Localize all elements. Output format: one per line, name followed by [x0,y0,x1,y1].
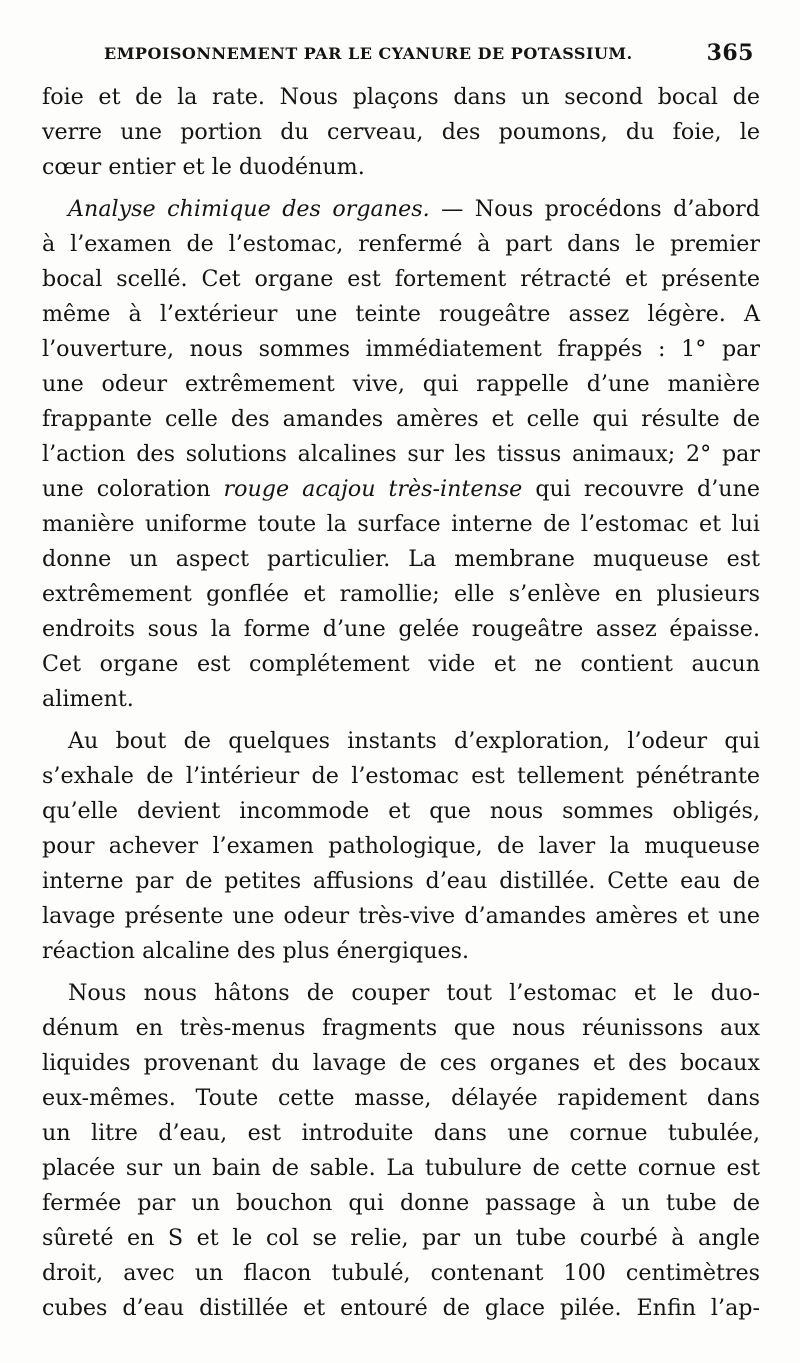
text-line: lavage présente une odeur très-vive d’amandes amères et une [42,903,760,929]
text-line: frappante celle des amandes amères et celle qui résulte de [42,406,760,432]
text-line: fermée par un bouchon qui donne passage à un tube de [42,1190,760,1216]
text-line: même à l’extérieur une teinte rougeâtre assez légère. A [42,301,760,327]
text-line: réaction alcaline des plus énergiques. [42,938,470,964]
paragraph-1 [42,80,760,185]
text-line: Au bout de quelques instants d’exploration, l’odeur qui [68,728,760,754]
text-line: Nous nous hâtons de couper tout l’estomac et le duo- [68,980,760,1006]
text-line: bocal scellé. Cet organe est fortement rétracté et présente [42,266,760,292]
text-line: aliment. [42,686,134,712]
text-line: cœur entier et le duodénum. [42,154,365,180]
text-run: — Nous procédons d’abord [429,196,760,222]
paragraph-4 [42,976,760,1326]
text-line: placée sur un bain de sable. La tubulure de cette cornue est [42,1155,760,1181]
text-line: sûreté en S et le col se relie, par un tube courbé à angle [42,1225,760,1251]
text-line: pour achever l’examen pathologique, de laver la muqueuse [42,833,760,859]
text-line: qu’elle devient incommode et que nous sommes obligés, [42,798,760,824]
text-line: eux-mêmes. Toute cette masse, délayée rapidement dans [42,1085,760,1111]
body-text [42,80,760,1326]
page-number: 365 [706,40,754,66]
paragraph-2 [42,192,760,717]
text-line: cubes d’eau distillée et entouré de glace pilée. Enfin l’ap- [42,1295,760,1321]
text-run: une coloration [42,476,224,502]
text-line: une odeur extrêmement vive, qui rappelle d’une manière [42,371,760,397]
text-run: qui recouvre d’une [522,476,760,502]
text-line: interne par de petites affusions d’eau distillée. Cette eau de [42,868,760,894]
text-line: liquides provenant du lavage de ces organes et des bocaux [42,1050,760,1076]
text-line: Cet organe est complétement vide et ne contient aucun [42,651,760,677]
text-line: donne un aspect particulier. La membrane muqueuse est [42,546,760,572]
italic-phrase: rouge acajou très-intense [223,476,523,502]
text-line: droit, avec un flacon tubulé, contenant 100 centimètres [42,1260,760,1286]
text-line: foie et de la rate. Nous plaçons dans un second bocal de [42,84,760,110]
running-head [104,40,754,70]
text-line: extrêmement gonflée et ramollie; elle s’enlève en plusieurs [42,581,760,607]
running-title: EMPOISONNEMENT PAR LE CYANURE DE POTASSIUM. [104,44,633,63]
text-line: s’exhale de l’intérieur de l’estomac est tellement pénétrante [42,763,760,789]
text-line: l’ouverture, nous sommes immédiatement frappés : 1° par [42,336,760,362]
text-line: un litre d’eau, est introduite dans une cornue tubulée, [42,1120,760,1146]
text-line: à l’examen de l’estomac, renfermé à part dans le premier [42,231,760,257]
text-line [42,192,760,227]
text-line: manière uniforme toute la surface interne de l’estomac et lui [42,511,760,537]
section-heading: Analyse chimique des organes. [68,196,430,222]
paragraph-3 [42,724,760,969]
text-line: dénum en très-menus fragments que nous réunissons aux [42,1015,760,1041]
text-line: l’action des solutions alcalines sur les tissus animaux; 2° par [42,441,760,467]
text-line [42,472,760,507]
text-line: verre une portion du cerveau, des poumons, du foie, le [42,119,760,145]
text-line: endroits sous la forme d’une gelée rougeâtre assez épaisse. [42,616,760,642]
